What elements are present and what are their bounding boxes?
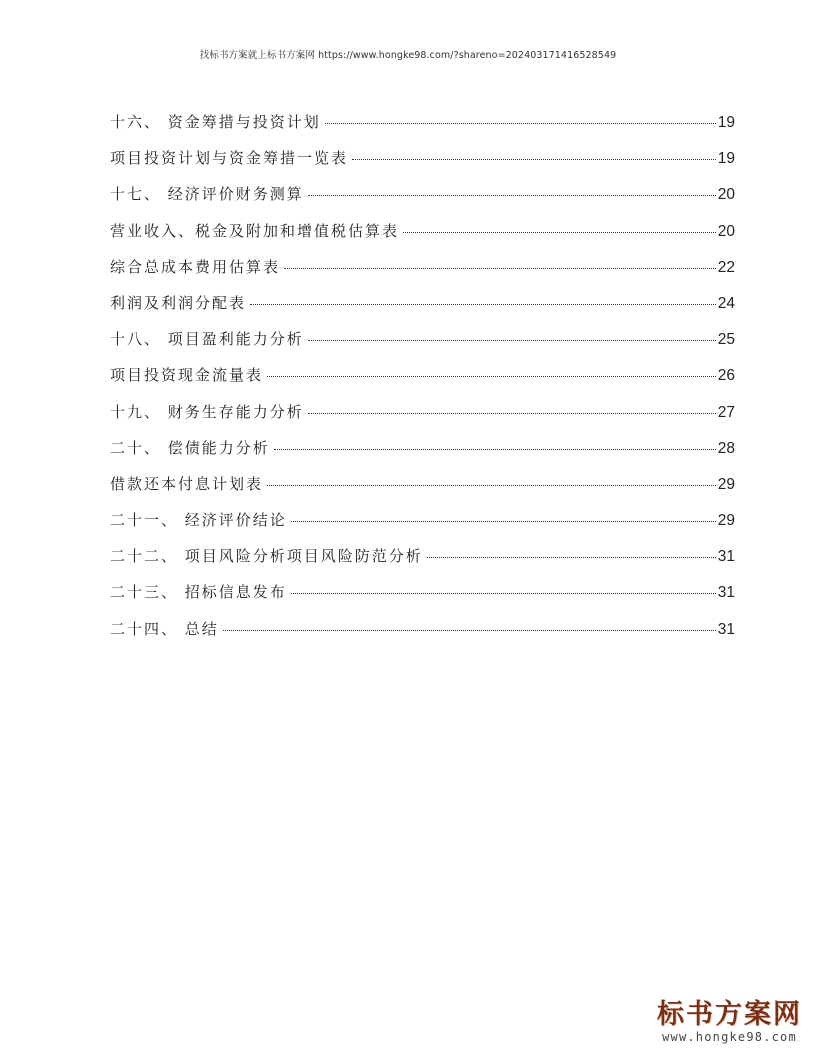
- toc-entry-title: 利润及利润分配表: [110, 293, 247, 312]
- toc-dot-leader: [403, 231, 716, 233]
- toc-dot-leader: [267, 375, 716, 377]
- toc-entry-page: 31: [717, 548, 735, 566]
- toc-entry-page: 31: [717, 584, 735, 602]
- toc-entry-page: 31: [717, 620, 735, 638]
- toc-dot-leader: [250, 303, 716, 305]
- toc-entry-title: 二十四、 总结: [110, 619, 219, 638]
- toc-dot-leader: [291, 592, 716, 594]
- toc-dot-leader: [267, 484, 716, 486]
- toc-entry-page: 19: [717, 114, 735, 131]
- toc-entry[interactable]: [110, 176, 735, 212]
- toc-entry-title: 营业收入、税金及附加和增值税估算表: [110, 221, 400, 240]
- toc-dot-leader: [325, 122, 716, 124]
- toc-entry-page: 29: [717, 512, 735, 530]
- toc-entry[interactable]: [110, 394, 735, 430]
- toc-entry-title: 借款还本付息计划表: [110, 474, 264, 493]
- toc-entry[interactable]: [110, 285, 735, 321]
- toc-entry-title: 二十一、 经济评价结论: [110, 511, 287, 530]
- toc-entry-title: 十九、 财务生存能力分析: [110, 402, 304, 421]
- toc-entry-title: 综合总成本费用估算表: [110, 257, 281, 276]
- toc-entry[interactable]: [110, 321, 735, 357]
- toc-entry[interactable]: [110, 430, 735, 466]
- toc-entry[interactable]: [110, 140, 735, 176]
- toc-entry-page: 20: [717, 222, 735, 240]
- toc-entry[interactable]: [110, 104, 735, 140]
- toc-entry-title: 十六、 资金筹措与投资计划: [110, 113, 321, 131]
- toc-entry-title: 二十三、 招标信息发布: [110, 583, 287, 602]
- toc-entry-page: 27: [717, 403, 735, 421]
- toc-entry[interactable]: [110, 249, 735, 285]
- toc-entry[interactable]: [110, 574, 735, 610]
- toc-entry-title: 二十二、 项目风险分析项目风险防范分析: [110, 547, 423, 566]
- toc-dot-leader: [427, 556, 716, 558]
- toc-entry-page: 24: [717, 294, 735, 312]
- toc-dot-leader: [274, 448, 716, 450]
- toc-entry-page: 20: [717, 186, 735, 204]
- toc-entry-title: 项目投资计划与资金筹措一览表: [110, 149, 349, 168]
- toc-entry[interactable]: [110, 502, 735, 538]
- toc-dot-leader: [284, 267, 716, 269]
- toc-dot-leader: [308, 194, 716, 196]
- toc-entry-title: 十八、 项目盈利能力分析: [110, 330, 304, 349]
- toc-entry[interactable]: [110, 538, 735, 574]
- table-of-contents: [110, 104, 735, 647]
- watermark-logo: [657, 1000, 802, 1044]
- watermark-url: www.hongke98.com: [662, 1030, 797, 1044]
- toc-dot-leader: [308, 339, 716, 341]
- toc-dot-leader: [223, 629, 716, 631]
- toc-entry-title: 项目投资现金流量表: [110, 366, 264, 385]
- toc-entry[interactable]: [110, 213, 735, 249]
- toc-entry-page: 29: [717, 475, 735, 493]
- toc-entry-page: 22: [717, 258, 735, 276]
- toc-entry-page: 26: [717, 367, 735, 385]
- toc-entry-page: 19: [717, 150, 735, 168]
- toc-dot-leader: [352, 158, 716, 160]
- page-header-url: 找标书方案就上标书方案网 https://www.hongke98.com/?shareno=202403171416528549: [199, 50, 617, 61]
- toc-entry[interactable]: [110, 466, 735, 502]
- toc-dot-leader: [291, 520, 716, 522]
- toc-entry[interactable]: [110, 357, 735, 393]
- toc-entry[interactable]: [110, 611, 735, 647]
- toc-dot-leader: [308, 412, 716, 414]
- toc-entry-page: 25: [717, 331, 735, 349]
- toc-entry-page: 28: [717, 439, 735, 457]
- toc-entry-title: 十七、 经济评价财务测算: [110, 185, 304, 204]
- watermark-logo-text: 标书方案网: [657, 999, 802, 1030]
- toc-entry-title: 二十、 偿债能力分析: [110, 438, 270, 457]
